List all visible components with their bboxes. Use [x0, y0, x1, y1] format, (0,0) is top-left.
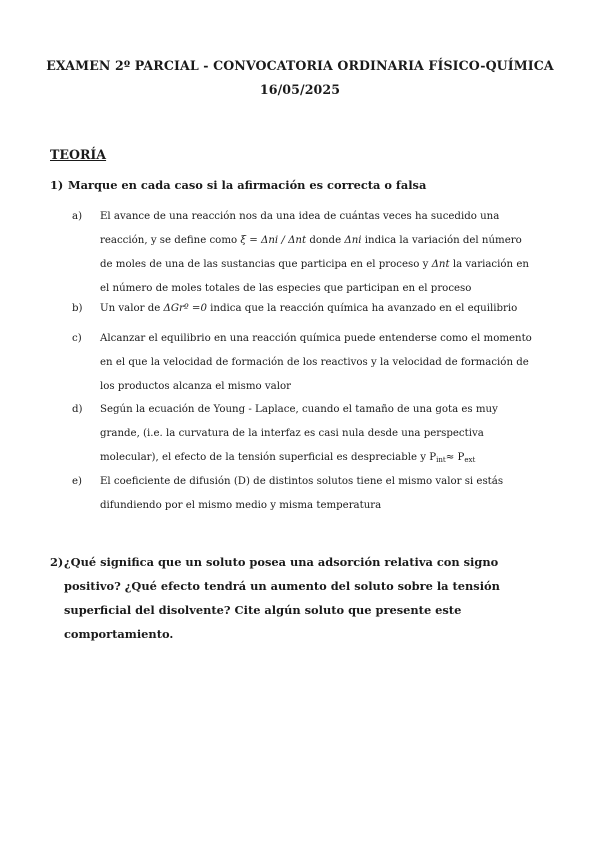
statement-b-text	[100, 297, 532, 321]
statement-d-text	[100, 398, 532, 472]
statement-letter: e)	[72, 476, 83, 487]
statement-b-text-p1: Un valor de	[100, 303, 164, 314]
question-1-number: 1)	[50, 178, 64, 192]
section-heading-teoria: TEORÍA	[50, 147, 107, 162]
statement-letter: d)	[72, 404, 83, 415]
statement-letter: a)	[72, 211, 83, 222]
question-2-text: ¿Qué significa que un soluto posea una adsorción relativa con signo positivo? ¿Qué efecto tendrá un aumento del soluto sobre la tensión superficial del disolvente? Cite algún soluto que presente este comportamiento.	[64, 555, 500, 641]
question-2-number: 2)	[50, 555, 64, 569]
exam-title: EXAMEN 2º PARCIAL - CONVOCATORIA ORDINARIA FÍSICO-QUÍMICA	[46, 58, 554, 73]
question-1-text: Marque en cada caso si la afirmación es correcta o falsa	[67, 178, 427, 192]
statement-letter: c)	[72, 333, 82, 344]
statement-c-text: Alcanzar el equilibrio en una reacción química puede entenderse como el momento en el que la velocidad de formación de los reactivos y la velocidad de formación de los productos alcanza el mismo valor	[100, 333, 532, 392]
statement-a-text-p1: El avance de una reacción nos da una idea de cuántas veces ha sucedido una reacción, y se define como	[100, 211, 500, 246]
statement-a-text-p2: donde	[306, 235, 345, 246]
gibbs-formula: ΔGrº =0	[163, 303, 207, 314]
statement-a-text-p3: indica la variación del número de moles de una de las sustancias que participa en el proceso y	[100, 235, 522, 270]
statement-a-text	[100, 205, 532, 301]
exam-date: 16/05/2025	[259, 82, 341, 97]
delta-nt: Δnt	[431, 259, 450, 270]
statement-e-text: El coeficiente de difusión (D) de distintos solutos tiene el mismo valor si estás difundiendo por el mismo medio y misma temperatura	[100, 476, 504, 511]
question-1	[50, 178, 426, 192]
delta-ni: Δni	[344, 235, 362, 246]
statement-a-text-p4: la variación en el número de moles totales de las especies que participan en el proceso	[100, 259, 529, 294]
statement-b-text-p2: indica que la reacción química ha avanzado en el equilibrio	[206, 303, 518, 314]
advance-formula: ξ = Δni / Δnt	[240, 235, 307, 246]
statement-letter: b)	[72, 303, 83, 314]
pressure-int-subscript: int	[436, 456, 446, 464]
statement-d-text-p1: Según la ecuación de Young - Laplace, cuando el tamaño de una gota es muy grande, (i.e. la curvatura de la interfaz es casi nula desde una perspectiva molecular), el efecto de la tensión superficial es despreciable y P	[100, 404, 498, 463]
statement-d-text-p2: ≈ P	[445, 452, 465, 463]
pressure-ext-subscript: ext	[464, 456, 476, 464]
